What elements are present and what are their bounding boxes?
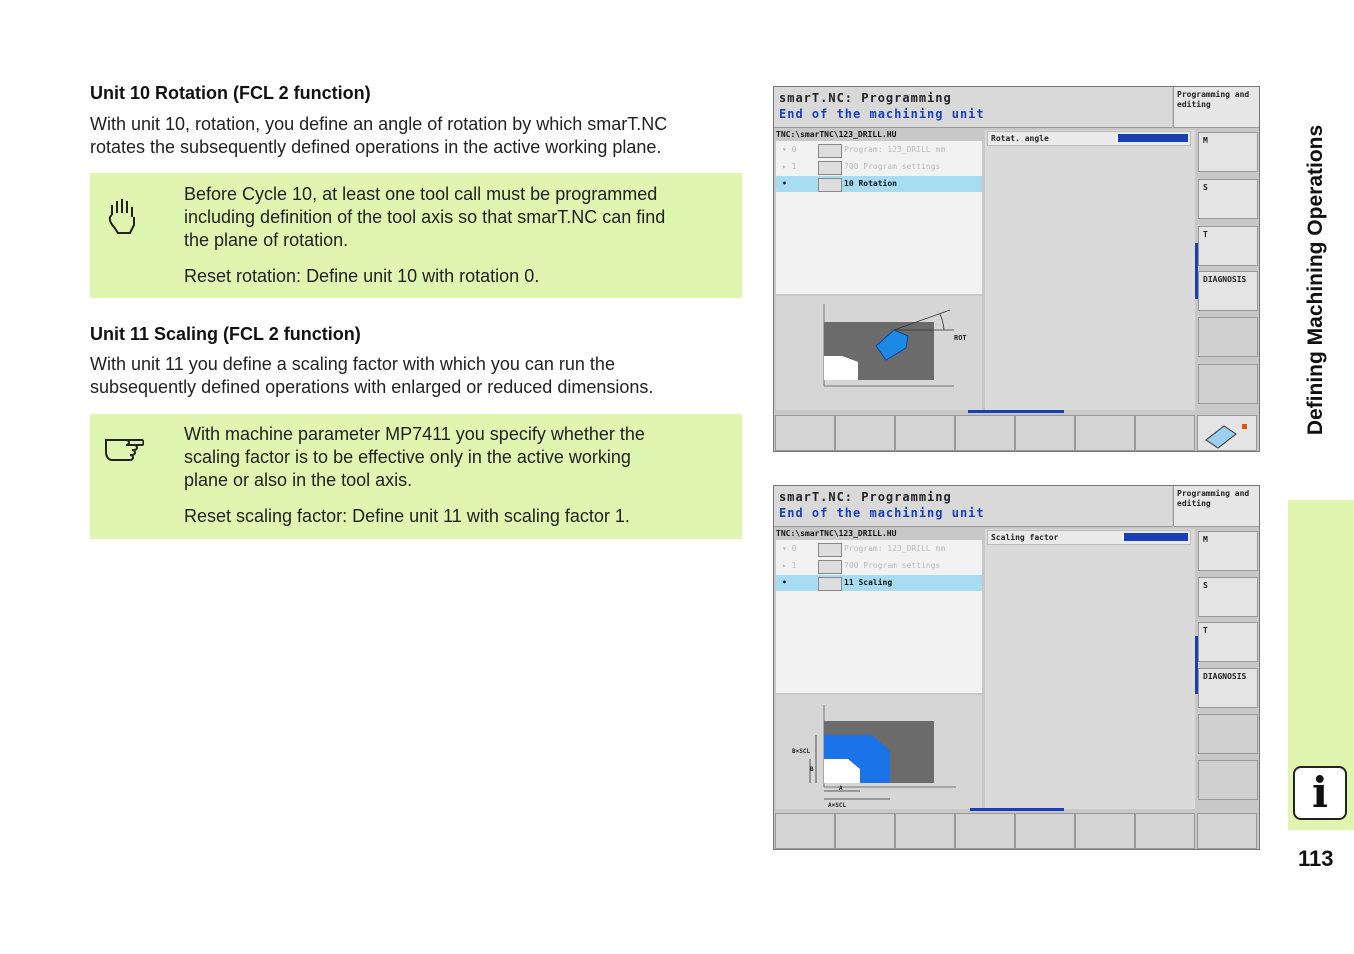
softkey-edit[interactable]	[1197, 415, 1257, 451]
softkey-button[interactable]	[1075, 415, 1135, 451]
info-icon: i	[1293, 766, 1347, 820]
pointing-hand-icon	[104, 430, 144, 466]
help-graphic-scaling	[776, 695, 982, 809]
softkey-button[interactable]	[895, 813, 955, 849]
b-label: B	[810, 766, 814, 773]
note-box-rotation	[90, 173, 742, 298]
softkey-button[interactable]	[1015, 415, 1075, 451]
paragraph-line: rotates the subsequently defined operations in the active working plane.	[90, 137, 662, 157]
softkey-blank[interactable]	[1198, 364, 1258, 404]
page-number: 113	[1298, 846, 1334, 871]
settings-icon	[818, 560, 842, 574]
softkey-blank[interactable]	[1198, 317, 1258, 357]
tree-row-selected[interactable]: • 11 Scaling	[776, 575, 982, 591]
horizontal-softkeys	[774, 811, 1259, 849]
note-line: With machine parameter MP7411 you specify whether the	[184, 424, 645, 444]
softkey-button[interactable]	[835, 813, 895, 849]
scaling-factor-input[interactable]	[1122, 533, 1188, 541]
horizontal-softkeys	[774, 413, 1259, 451]
tree-row[interactable]: ▸ 1 700 Program settings	[776, 159, 982, 175]
paragraph-line: With unit 11 you define a scaling factor with which you can run the	[90, 354, 615, 374]
tree-row[interactable]: ▸ 1 700 Program settings	[776, 558, 982, 574]
screen-title: smarT.NC: Programming	[779, 490, 952, 504]
softkey-button[interactable]	[1197, 813, 1257, 849]
screen-title: smarT.NC: Programming	[779, 91, 952, 105]
a-scl-label: A×SCL	[828, 802, 847, 809]
softkey-button[interactable]	[775, 415, 835, 451]
softkey-button[interactable]	[895, 415, 955, 451]
scaling-diagram	[776, 695, 982, 809]
program-tree	[776, 141, 982, 294]
tree-row[interactable]: ▾ 0 Program: 123_DRILL mm	[776, 541, 982, 557]
tree-row[interactable]: ▾ 0 Program: 123_DRILL mm	[776, 142, 982, 158]
file-path: TNC:\smarTNC\123_DRILL.HU	[776, 130, 897, 139]
softkey-button[interactable]	[1075, 813, 1135, 849]
program-tree	[776, 540, 982, 693]
scaling-icon	[818, 577, 842, 591]
screen-subtitle: End of the machining unit	[779, 506, 985, 520]
screen-header	[774, 486, 1172, 527]
note-text	[184, 423, 736, 492]
parameter-form	[985, 130, 1195, 410]
hand-stop-icon	[104, 195, 140, 235]
softkey-button[interactable]	[955, 415, 1015, 451]
rotation-angle-field[interactable]: Rotat. angle	[987, 131, 1191, 146]
b-scl-label: B×SCL	[792, 748, 811, 755]
mode-indicator: Programming and editing	[1173, 87, 1260, 128]
rotation-icon	[818, 178, 842, 192]
rotation-angle-input[interactable]	[1116, 134, 1188, 142]
rot-label: ROT	[954, 334, 967, 342]
softkey-m[interactable]: M	[1198, 132, 1258, 172]
screenshot-scaling	[773, 485, 1260, 850]
mode-indicator: Programming and editing	[1173, 486, 1260, 527]
rotation-diagram	[776, 296, 982, 410]
section-heading-scaling: Unit 11 Scaling (FCL 2 function)	[90, 324, 361, 344]
note-line: scaling factor is to be effective only in the active working	[184, 447, 631, 467]
note-line: Before Cycle 10, at least one tool call must be programmed	[184, 184, 658, 204]
softkey-button[interactable]	[955, 813, 1015, 849]
note-text	[184, 183, 736, 252]
vertical-softkeys	[1197, 529, 1259, 849]
softkey-blank[interactable]	[1198, 760, 1258, 800]
softkey-s[interactable]: S	[1198, 179, 1258, 219]
softkey-button[interactable]	[1135, 813, 1195, 849]
settings-icon	[818, 161, 842, 175]
screenshot-rotation	[773, 86, 1260, 452]
parameter-form	[985, 529, 1195, 809]
tree-row-selected[interactable]: • 10 Rotation	[776, 176, 982, 192]
section-heading-rotation: Unit 10 Rotation (FCL 2 function)	[90, 83, 371, 103]
softkey-m[interactable]: M	[1198, 531, 1258, 571]
vertical-softkeys	[1197, 130, 1259, 450]
scaling-factor-field[interactable]: Scaling factor	[987, 530, 1191, 545]
screen-subtitle: End of the machining unit	[779, 107, 985, 121]
softkey-blank[interactable]	[1198, 714, 1258, 754]
note-line: the plane of rotation.	[184, 230, 349, 250]
program-icon	[818, 543, 842, 557]
help-graphic-rotation	[776, 296, 982, 410]
chapter-title-vertical: Defining Machining Operations	[1304, 124, 1327, 436]
softkey-button[interactable]	[1015, 813, 1075, 849]
note-box-scaling	[90, 414, 742, 539]
note-line: plane or also in the tool axis.	[184, 470, 413, 490]
note-line: including definition of the tool axis so that smarT.NC can find	[184, 207, 666, 227]
note-reset-text: Reset scaling factor: Define unit 11 with scaling factor 1.	[184, 506, 630, 526]
softkey-t[interactable]: T	[1198, 226, 1258, 266]
softkey-button[interactable]	[835, 415, 895, 451]
softkey-button[interactable]	[775, 813, 835, 849]
softkey-diagnosis[interactable]: DIAGNOSIS	[1198, 668, 1258, 708]
paragraph-rotation	[90, 113, 667, 159]
softkey-t[interactable]: T	[1198, 622, 1258, 662]
screen-header	[774, 87, 1172, 128]
eraser-icon	[1198, 416, 1256, 450]
paragraph-scaling	[90, 353, 653, 399]
softkey-diagnosis[interactable]: DIAGNOSIS	[1198, 271, 1258, 311]
paragraph-line: With unit 10, rotation, you define an angle of rotation by which smarT.NC	[90, 114, 668, 134]
file-path: TNC:\smarTNC\123_DRILL.HU	[776, 529, 897, 538]
softkey-button[interactable]	[1135, 415, 1195, 451]
softkey-s[interactable]: S	[1198, 577, 1258, 617]
paragraph-line: subsequently defined operations with enlarged or reduced dimensions.	[90, 377, 654, 397]
note-reset-text: Reset rotation: Define unit 10 with rotation 0.	[184, 266, 540, 286]
program-icon	[818, 144, 842, 158]
a-label: A	[839, 785, 843, 792]
